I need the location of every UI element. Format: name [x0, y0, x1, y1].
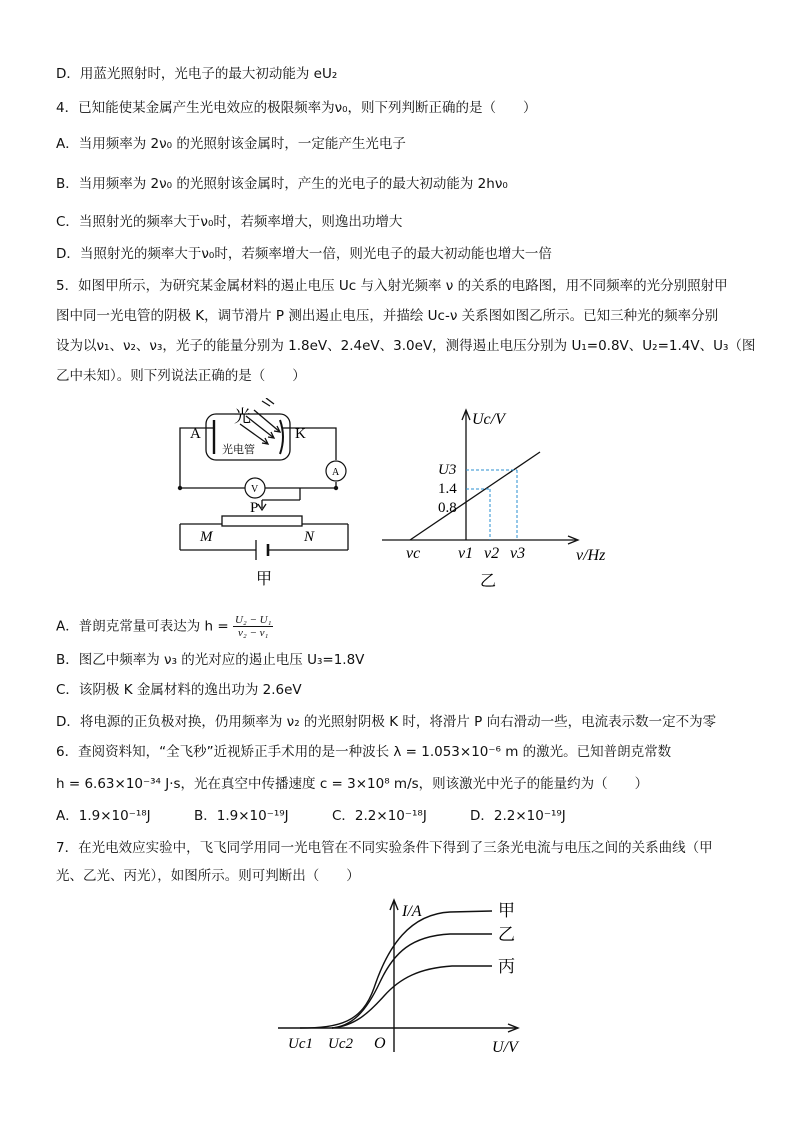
- q5-option-a-prefix: A．普朗克常量可表达为 h =: [56, 618, 229, 635]
- label-curve-jia: 甲: [498, 901, 515, 921]
- q5-option-d: D．将电源的正负极对换，仍用频率为 ν₂ 的光照射阴极 K 时，将滑片 P 向右滑动一些，电流表示数一定不为零: [56, 714, 717, 730]
- circuit-diagram: [170, 398, 360, 590]
- tick-vc: νc: [406, 545, 421, 562]
- tick-v3: ν3: [510, 545, 526, 562]
- curve-bing: [332, 966, 492, 1028]
- label-cathode: K: [295, 426, 306, 442]
- q6-stem-line2: h = 6.63×10⁻³⁴ J·s，光在真空中传播速度 c = 3×10⁸ m/s，则该激光中光子的能量约为（ ）: [56, 776, 649, 792]
- label-light: 光: [234, 407, 251, 426]
- tick-v2: ν2: [484, 545, 500, 562]
- caption-yi: 乙: [480, 571, 497, 590]
- q4-stem: 4．已知能使某金属产生光电效应的极限频率为ν₀，则下列判断正确的是（ ）: [56, 100, 537, 116]
- label-curve-bing: 丙: [498, 957, 515, 977]
- axis-label-i: I/A: [402, 903, 422, 920]
- q6-option-c: C．2.2×10⁻¹⁸J: [332, 808, 427, 824]
- q5-option-b: B．图乙中频率为 ν₃ 的光对应的遏止电压 U₃=1.8V: [56, 652, 365, 668]
- origin-label: O: [374, 1035, 386, 1052]
- curve-yi: [332, 934, 492, 1028]
- label-anode: A: [190, 426, 201, 442]
- label-n: N: [304, 529, 315, 545]
- q5-stem-line2: 图中同一光电管的阴极 K，调节滑片 P 测出遏止电压，并描绘 Uc-ν 关系图如图乙所示。已知三种光的频率分别: [56, 308, 719, 324]
- ammeter-icon: A: [332, 467, 340, 478]
- q6-option-d: D．2.2×10⁻¹⁹J: [470, 808, 566, 824]
- label-uc2: Uc2: [328, 1036, 353, 1052]
- q4-option-b: B．当用频率为 2ν₀ 的光照射该金属时，产生的光电子的最大初动能为 2hν₀: [56, 176, 508, 192]
- axis-label-y: Uc/V: [472, 411, 505, 428]
- caption-jia: 甲: [256, 569, 273, 588]
- q6-option-b: B．1.9×10⁻¹⁹J: [194, 808, 289, 824]
- label-slider: P: [250, 500, 259, 516]
- axis-label-x: ν/Hz: [576, 547, 606, 564]
- iv-curve-graph: [270, 892, 540, 1062]
- label-uc1: Uc1: [288, 1036, 313, 1052]
- q5-stem-line3: 设为以ν₁、ν₂、ν₃，光子的能量分别为 1.8eV、2.4eV、3.0eV，测得遏止电压分别为 U₁=0.8V、U₂=1.4V、U₃（图: [56, 338, 756, 354]
- planck-fraction: [233, 614, 273, 639]
- tick-u3: U3: [438, 462, 457, 478]
- fraction-denominator: ν₂ − ν₁: [238, 627, 269, 639]
- q4-option-c: C．当照射光的频率大于ν₀时，若频率增大，则逸出功增大: [56, 214, 403, 230]
- tick-v1: ν1: [458, 545, 474, 562]
- q7-stem-line1: 7．在光电效应实验中，飞飞同学用同一光电管在不同实验条件下得到了三条光电流与电压之间的关系曲线（甲: [56, 840, 713, 856]
- q6-option-a: A．1.9×10⁻¹⁸J: [56, 808, 151, 824]
- label-m: M: [200, 529, 213, 545]
- label-phototube: 光电管: [222, 443, 255, 456]
- label-curve-yi: 乙: [498, 925, 515, 945]
- q4-option-d: D．当照射光的频率大于ν₀时，若频率增大一倍，则光电子的最大初动能也增大一倍: [56, 246, 552, 262]
- tick-0.8: 0.8: [438, 500, 457, 516]
- q5-stem-line1: 5．如图甲所示，为研究某金属材料的遏止电压 Uc 与入射光频率 ν 的关系的电路图，用不同频率的光分别照射甲: [56, 278, 728, 294]
- uc-v-graph: [380, 400, 630, 592]
- q6-stem-line1: 6．查阅资料知，“全飞秒”近视矫正手术用的是一种波长 λ = 1.053×10⁻⁶ m 的激光。已知普朗克常数: [56, 744, 672, 760]
- q4-option-a: A．当用频率为 2ν₀ 的光照射该金属时，一定能产生光电子: [56, 136, 406, 152]
- voltmeter-icon: V: [251, 484, 259, 495]
- curve-jia: [300, 911, 492, 1028]
- q3-option-d: D．用蓝光照射时，光电子的最大初动能为 eU₂: [56, 66, 338, 82]
- q5-stem-line4: 乙中未知）。则下列说法正确的是（ ）: [56, 368, 306, 384]
- q7-stem-line2: 光、乙光、丙光），如图所示。则可判断出（ ）: [56, 868, 360, 884]
- tick-1.4: 1.4: [438, 481, 457, 497]
- fraction-numerator: U₂ − U₁: [234, 614, 272, 626]
- q5-option-a: [56, 614, 746, 639]
- q5-option-c: C．该阴极 K 金属材料的逸出功为 2.6eV: [56, 682, 302, 698]
- axis-label-u: U/V: [492, 1039, 518, 1056]
